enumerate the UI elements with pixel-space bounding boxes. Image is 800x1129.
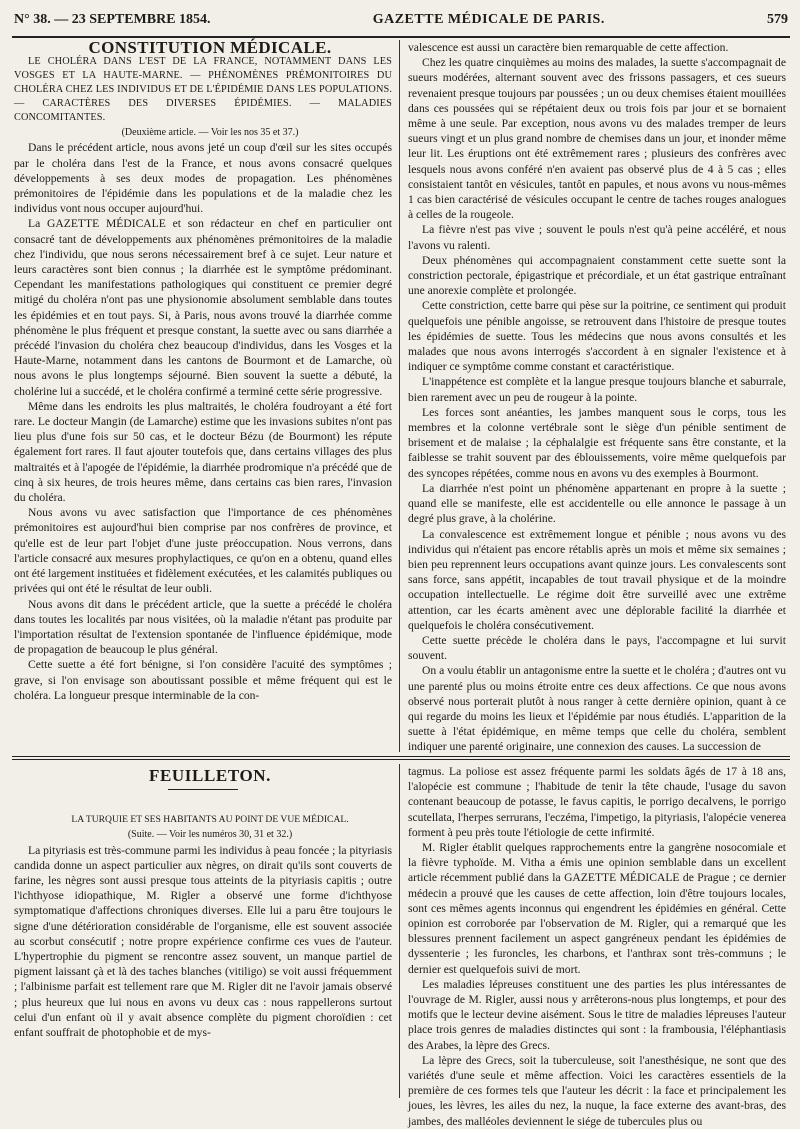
feuilleton-column-divider	[399, 764, 400, 1098]
paragraph: Même dans les endroits les plus maltraités, le choléra foudroyant a été fort rare. Le docteur Mangin (de Lamarche) estime que les invasions subites n'ont pas lieu plus d'une fois sur 50 cas, et le docteur Bézu (de Bourmont) les répute également fort rares. Il faut ajouter toutefois que, dans certains villages des plus maltraités et à l'apogée de l'épidémie, la diarrhée prodromique n'a précédé que de cinq à six heures, de trois heures même, dans certains cas bien rares, l'invasion du choléra.	[14, 399, 392, 505]
paragraph: Les forces sont anéanties, les jambes manquent sous le corps, tous les membres et la colonne vertébrale sont le siège d'un pénible sentiment de brisement et de malaise ; la céphalalgie est fréquente sans être constante, et la faiblesse se trahit souvent par des éblouissements, voire même quelquefois par des syncopes répétées, comme nous en avons vu des exemples à Bourmont.	[408, 405, 786, 480]
title-rule	[168, 789, 238, 790]
section-subhead: LE CHOLÉRA DANS L'EST DE LA FRANCE, NOTAMMENT DANS LES VOSGES ET LA HAUTE-MARNE. — PHÉNOMÈNES PRÉMONITOIRES DU CHOLÉRA CHEZ LES INDIVIDUS ET DE L'ÉPIDÉMIE DANS LES POPULATIONS. — CARACTÈRES DES DIVERSES ÉPIDÉMIES. — MALADIES CONCOMITANTES.	[14, 56, 392, 124]
paragraph: Cette constriction, cette barre qui pèse sur la poitrine, ce sentiment qui produit quelquefois une pénible angoisse, se retrouvent dans l'histoire de presque toutes les épidémies de suette. Tous les médecins que nous avons consultés et les malades que nous avons interrogés s'accordent à en signaler l'existence et à indiquer ce symptôme comme constant et caractéristique.	[408, 299, 786, 374]
section-title: CONSTITUTION MÉDICALE.	[88, 38, 332, 57]
feuilleton-title: FEUILLETON.	[148, 766, 271, 785]
paragraph: La diarrhée n'est point un phénomène appartenant en propre à la suette ; quand elle se manifeste, elle est accidentelle ou elle annonce le passage à un degré plus grave, à la cholérine.	[408, 481, 786, 526]
page-number: 579	[767, 12, 788, 27]
column-divider	[399, 40, 400, 752]
paragraph: La pityriasis est très-commune parmi les individus à peau foncée ; la pityriasis candida donne un aspect particulier aux nègres, on dirait qu'ils sont couverts de farine, les nègres sont aussi presque tous atteints de la pityriasis capitis ; outre l'ichthyose idiopathique, M. Rigler a observé une forme d'ichthyose symptomatique d'affections chroniques diverses. Elle lui a paru être toujours le signe d'une détérioration considérable de l'organisme, elle est souvent associée au scorbut consécutif ; notre propre expérience confirme ces vues de l'auteur. L'hypertrophie du pigment se rencontre assez souvent, un manque partiel de pigment laissant çà et là des taches blanches (vitiligo) se voit aussi fréquemment ; l'albinisme parfait est tellement rare que M. Rigler dit ne l'avoir jamais observé ; plus heureux que lui nous en avons vu deux cas : nous rappellerons surtout celui d'un enfant où il y avait absence complète du pigment choroïdien : cet enfant souffrait de photophobie et de mys-	[14, 843, 392, 1040]
paragraph: valescence est aussi un caractère bien remarquable de cette affection.	[408, 41, 729, 54]
paragraph: Les maladies lépreuses constituent une des parties les plus intéressantes de l'ouvrage de M. Rigler, aussi nous y arrêterons-nous plus longtemps, et pour des motifs que le lecteur devine aisément. Sous le titre de maladies lépreuses l'auteur place trois genres de maladies distinctes qui sont : la frambousia, l'éléphantiasis des Arabes, la lèpre des Grecs.	[408, 977, 786, 1052]
feuilleton-rule-thin	[12, 759, 790, 760]
feuilleton-left-column	[14, 768, 392, 1098]
paragraph: tagmus. La poliose est assez fréquente parmi les soldats âgés de 17 à 18 ans, l'alopécie est commune ; l'habitude de tenir la tête chaude, l'usage du savon contenant beaucoup de potasse, le favus capitis, le porrigo decalvens, le porrigo scutellata, l'herpes serrurans, l'eczéma, l'impetigo, la pityriasis, l'alopécie venerea forment à peu près toute l'étiologie de cette infirmité.	[408, 765, 786, 839]
journal-title: GAZETTE MÉDICALE DE PARIS.	[372, 12, 605, 27]
paragraph: Nous avons vu avec satisfaction que l'importance de ces phénomènes prémonitoires est aujourd'hui bien comprise par nos confrères de province, et qu'elle est de leur part l'objet d'une juste préoccupation. Nous verrons, dans l'article consacré aux mesures prophylactiques, ce qu'on en a obtenu, quand elles ont été largement instituées et fidèlement exécutées, et les calamités publiques ou privées qui ont été le résultat de leur oubli.	[14, 506, 392, 596]
feuilleton-right-column	[408, 764, 786, 1128]
issue-date: N° 38. — 23 SEPTEMBRE 1854.	[14, 12, 211, 27]
paragraph: Deux phénomènes qui accompagnaient constamment cette suette sont la constriction pectorale, épigastrique et précordiale, et un état gastrique entraînant une anorexie complète et prolongée.	[408, 253, 786, 298]
running-header	[14, 12, 788, 34]
left-column	[14, 40, 392, 752]
feuilleton-note: (Suite. — Voir les numéros 30, 31 et 32.)	[127, 829, 293, 841]
paragraph: Cette suette a été fort bénigne, si l'on considère l'acuité des symptômes ; grave, si l'on envisage son aboutissant possible et même fréquent qui est le choléra. La longueur presque interminable de la con-	[14, 658, 392, 702]
paragraph: La GAZETTE MÉDICALE et son rédacteur en chef en particulier ont consacré tant de développements aux phénomènes prémonitoires de la maladie chez l'individu, que nous serons nécessairement bref à ce sujet. Leur nature et leurs caractères sont bien connus ; la diarrhée est le symptôme prédominant. Cependant les manifestations pathologiques qui constituent ce premier degré mitigé du choléra n'ont pas une physionomie absolument semblable dans toutes les épidémies et en tout pays. Si, à Paris, nous avons trouvé la diarrhée comme phénomène le plus fréquent et presque constant, la suette avec ou sans diarrhée a précédé l'invasion du choléra chez beaucoup d'individus, dans les Vosges et la Haute-Marne, notamment dans les cantons de Bourmont et de Lamarche, où nous avons le plus longtemps séjourné. Bien souvent la suette a débuté, la cholérine lui a succédé, et le choléra confirmé a terminé cette série progressive.	[14, 217, 392, 398]
paragraph: La convalescence est extrêmement longue et pénible ; nous avons vu des individus qui n'étaient pas encore rétablis après un mois et même six semaines ; bien peu reprennent leurs occupations avant quinze jours. Les convalescents sont sans force, sans appétit, incapables de tout travail physique et de la moindre occupation intellectuelle. Le régime doit être surveillé avec une extrême attention, car les écarts amènent avec une déplorable facilité la diarrhée et quelquefois le choléra consécutivement.	[408, 527, 786, 632]
paragraph: M. Rigler établit quelques rapprochements entre la gangrène nosocomiale et la fièvre typhoïde. M. Vitha a émis une opinion semblable dans un excellent article récemment publié dans la GAZETTE MÉDICALE de Prague ; ce dernier médecin a prouvé que les causes de cette affection, loin d'être toujours locales, sont ces mêmes agents inconnus qui engendrent les épidémies en général. Cette opinion est corroborée par l'observation de M. Rigler, qui a remarqué que les blessures prennent facilement un aspect gangréneux pendant les épidémies de dyssenterie ; les furoncles, les charbons, et l'anthrax sont très-communs ; le dernier est quelquefois suivi de mort.	[408, 841, 786, 976]
paragraph: La fièvre n'est pas vive ; souvent le pouls n'est qu'à peine accéléré, et nous l'avons vu ralenti.	[408, 223, 786, 252]
paragraph: Dans le précédent article, nous avons jeté un coup d'œil sur les sites occupés par le choléra dans l'est de la France, et nous avons consacré quelques développements à ses deux modes de propagation. Les phénomènes prémonitoires de l'épidémie dans les populations et de la maladie chez les individus vont nous occuper aujourd'hui.	[14, 141, 392, 216]
feuilleton-rule	[12, 756, 790, 757]
article-note: (Deuxième article. — Voir les nos 35 et 37.)	[121, 127, 299, 139]
paragraph: L'inappétence est complète et la langue presque toujours blanche et saburrale, bien rarement avec un peu de rougeur à la pointe.	[408, 375, 786, 404]
paragraph: On a voulu établir un antagonisme entre la suette et le choléra ; d'autres ont vu une parenté plus ou moins étroite entre ces deux affections. Ce que nous avons observé nous porterait plutôt à nous ranger à cette dernière opinion, quant à ce qui regarde du moins les lieux et l'épidémie par nous étudiés. L'apparition de la suette à l'état épidémique, en même temps que celle du choléra, semblent indiquer une parenté originaire, une connexion des causes. La succession de	[408, 664, 786, 754]
feuilleton-subtitle: LA TURQUIE ET SES HABITANTS AU POINT DE VUE MÉDICAL.	[71, 814, 349, 826]
paragraph: Chez les quatre cinquièmes au moins des malades, la suette s'accompagnait de sueurs modérées, alternant souvent avec des frissons passagers, et ces sueurs revenaient presque toujours par poussées ; un ou deux chemises étaient mouillées dans ces poussées qui se répétaient deux ou trois fois par jour et se bornaient même à une seule. Par exception, nous avons vu des malades tremper de leurs sueurs vingt et un plus grand nombre de chemises dans un jour, et inonder même leur lit. Les éruptions ont été extrêmement rares ; plusieurs des confrères avec lesquels nous avons conféré n'en avaient pas observé plus de 4 à 5 cas ; elles consistaient tantôt en vésicules, tantôt en papules, et nous avons vu nous-mêmes 1 cas bien caractérisé de vésicules occupant le centre de taches rouges analogues à celles de la rougeole.	[408, 56, 786, 222]
paragraph: La lèpre des Grecs, soit la tuberculeuse, soit l'anesthésique, ne sont que des variétés d'une seule et même affection. Voici les caractères essentiels de la première de ces formes tels que l'auteur les décrit : la face et principalement les joues, les lèvres, les ailes du nez, la nuque, la face externe des avant-bras, des jambes, des malléoles deviennent le siége de tubercules plus ou	[408, 1053, 786, 1128]
paragraph: Nous avons dit dans le précédent article, que la suette a précédé le choléra dans toutes les localités par nous visitées, où la maladie n'étant pas produite par l'importation résultat de l'extension spontanée de l'influence épidémique, mode de propagation de beaucoup le plus général.	[14, 597, 392, 657]
right-column	[408, 40, 786, 754]
paragraph: Cette suette précède le choléra dans le pays, l'accompagne et lui survit souvent.	[408, 633, 786, 663]
